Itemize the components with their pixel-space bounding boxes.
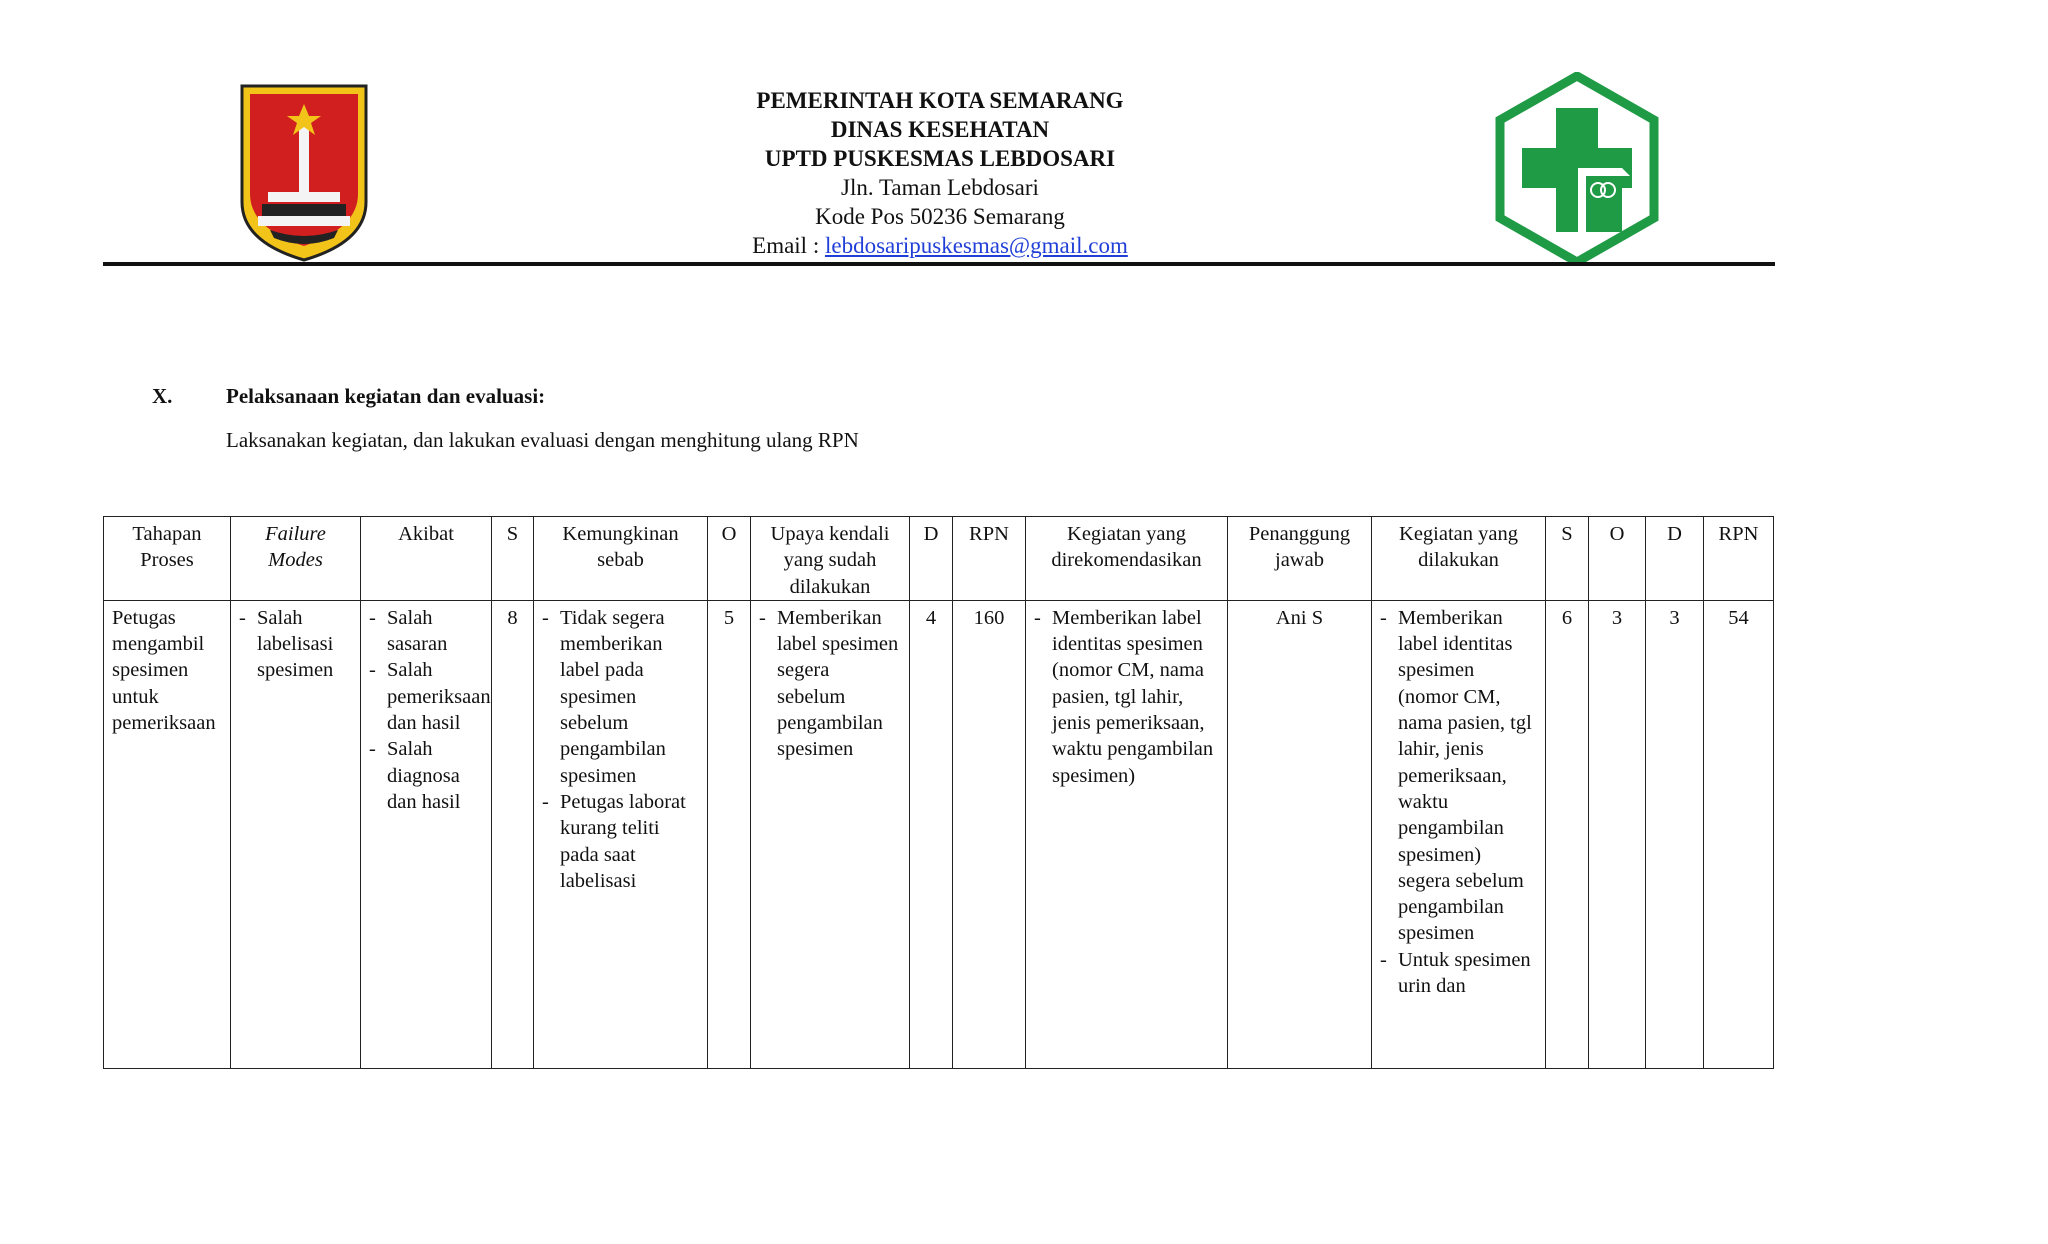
cell-d: 4: [910, 600, 953, 1068]
letterhead-department: DINAS KESEHATAN: [830, 117, 1050, 142]
kegiatan-dil-item: - Untuk spesimen urin dan: [1398, 947, 1537, 1000]
email-link[interactable]: lebdosaripuskesmas@gmail.com: [824, 233, 1128, 258]
akibat-item: - Salah pemeriksaan dan hasil: [387, 657, 483, 736]
header-penanggung-jawab: Penanggung jawab: [1228, 517, 1372, 601]
header-d: D: [910, 517, 953, 601]
header-failure-modes: Failure Modes: [231, 517, 361, 601]
letterhead-address: Jln. Taman Lebdosari: [841, 175, 1039, 200]
cell-rpn-after: 54: [1704, 600, 1774, 1068]
cell-o-after: 3: [1589, 600, 1646, 1068]
semarang-coat-of-arms-icon: [238, 82, 370, 264]
upaya-item: - Memberikan label spesimen segera sebelum pengambilan spesimen: [777, 605, 901, 763]
header-kemungkinan-sebab: Kemungkinan sebab: [534, 517, 708, 601]
section-title: Pelaksanaan kegiatan dan evaluasi:: [226, 384, 546, 408]
header-o-after: O: [1589, 517, 1646, 601]
kegiatan-dil-item: - Memberikan label identitas spesimen (nomor CM, nama pasien, tgl lahir, jenis pemeriksaan, waktu pengambilan spesimen) segera sebelum pengambilan spesimen: [1398, 605, 1537, 947]
cell-failure-modes: [231, 600, 361, 1068]
header-s-after: S: [1546, 517, 1589, 601]
header-upaya-kendali: Upaya kendali yang sudah dilakukan: [751, 517, 910, 601]
fmea-table: [103, 516, 1774, 1069]
header-rpn-after: RPN: [1704, 517, 1774, 601]
table-header-row: [104, 517, 1774, 601]
cell-s: 8: [492, 600, 534, 1068]
cell-penanggung-jawab: Ani S: [1228, 600, 1372, 1068]
header-s: S: [492, 517, 534, 601]
kemungkinan-item: - Petugas laborat kurang teliti pada saat labelisasi: [560, 789, 699, 894]
cell-d-after: 3: [1646, 600, 1704, 1068]
letterhead-divider: [103, 262, 1775, 266]
cell-tahapan: Petugas mengambil spesimen untuk pemeriksaan: [104, 600, 231, 1068]
akibat-item: - Salah sasaran: [387, 605, 483, 658]
failure-item: - Salah labelisasi spesimen: [257, 605, 352, 684]
cell-s-after: 6: [1546, 600, 1589, 1068]
section-number: X.: [152, 384, 173, 408]
akibat-item: - Salah diagnosa dan hasil: [387, 736, 483, 815]
header-tahapan-proses: Tahapan Proses: [104, 517, 231, 601]
cell-akibat: [361, 600, 492, 1068]
letterhead-institution: UPTD PUSKESMAS LEBDOSARI: [764, 146, 1116, 171]
email-label: Email :: [752, 233, 825, 258]
cell-kegiatan-dilakukan: [1372, 600, 1546, 1068]
header-rpn: RPN: [953, 517, 1026, 601]
header-kegiatan-direkomendasikan: Kegiatan yang direkomendasikan: [1026, 517, 1228, 601]
cell-kegiatan-direkomendasikan: [1026, 600, 1228, 1068]
letterhead-postal: Kode Pos 50236 Semarang: [815, 204, 1065, 229]
cell-o: 5: [708, 600, 751, 1068]
kegiatan-rek-item: - Memberikan label identitas spesimen (nomor CM, nama pasien, tgl lahir, jenis pemeriksaan, waktu pengambilan spesimen): [1052, 605, 1219, 789]
letterhead-email-line: [660, 231, 1220, 260]
header-o: O: [708, 517, 751, 601]
header-akibat: Akibat: [361, 517, 492, 601]
kemungkinan-item: - Tidak segera memberikan label pada spesimen sebelum pengambilan spesimen: [560, 605, 699, 789]
cell-rpn: 160: [953, 600, 1026, 1068]
cell-kemungkinan: [534, 600, 708, 1068]
puskesmas-green-cross-icon: [1494, 72, 1660, 266]
header-d-after: D: [1646, 517, 1704, 601]
cell-upaya: [751, 600, 910, 1068]
letterhead-text: [660, 86, 1220, 260]
section-instruction: Laksanakan kegiatan, dan lakukan evaluasi dengan menghitung ulang RPN: [226, 428, 859, 452]
table-row: [104, 600, 1774, 1068]
header-kegiatan-dilakukan: Kegiatan yang dilakukan: [1372, 517, 1546, 601]
letterhead-government: PEMERINTAH KOTA SEMARANG: [756, 88, 1124, 113]
